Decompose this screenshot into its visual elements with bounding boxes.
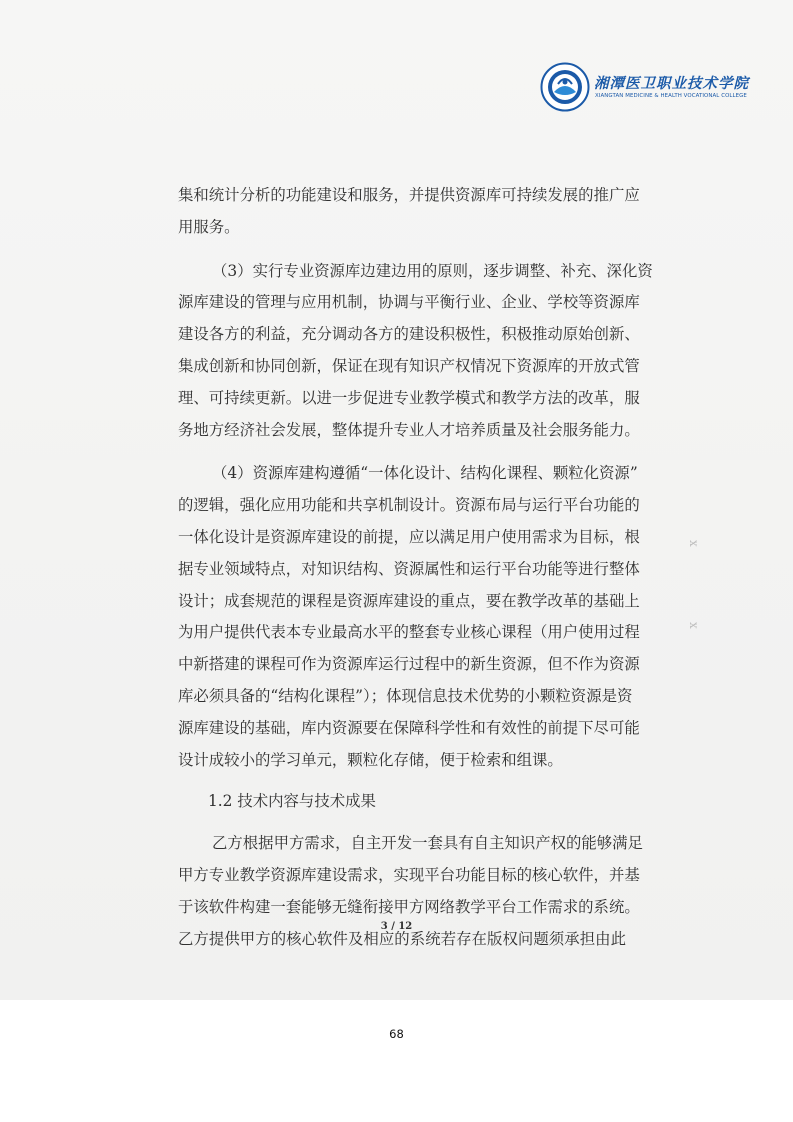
paragraph-gap — [178, 244, 626, 256]
college-logo — [540, 60, 749, 116]
text-line: （3）实行专业资源库边建边用的原则，逐步调整、补充、深化资 — [212, 261, 653, 280]
text-line: 据专业领域特点，对知识结构、资源属性和运行平台功能等进行整体 — [178, 559, 640, 578]
text-line: 建设各方的利益，充分调动各方的建设积极性，积极推动原始创新、 — [178, 325, 640, 344]
paragraph-gap — [178, 446, 626, 458]
college-name-cn: 湘潭医卫职业技术学院 — [594, 75, 749, 92]
college-name-en: XIANGTAN MEDICINE & HEALTH VOCATIONAL COLLEGE — [595, 93, 747, 99]
document-body — [178, 180, 653, 955]
paragraph-gap — [178, 776, 626, 786]
text-line: 务地方经济社会发展，整体提升专业人才培养质量及社会服务能力。 — [178, 420, 640, 439]
scan-edge-mark: x — [687, 622, 701, 629]
text-line: 为用户提供代表本专业最高水平的整套专业核心课程（用户使用过程 — [178, 623, 640, 642]
text-line: 设计成较小的学习单元，颗粒化存储，便于检索和组课。 — [178, 750, 563, 769]
text-line: 设计；成套规范的课程是资源库建设的重点，要在教学改革的基础上 — [178, 591, 640, 610]
text-line: 源库建设的基础，库内资源要在保障科学性和有效性的前提下尽可能 — [178, 718, 640, 737]
text-line: 源库建设的管理与应用机制，协调与平衡行业、企业、学校等资源库 — [178, 293, 640, 312]
text-line: 用服务。 — [178, 217, 240, 236]
text-line: 一体化设计是资源库建设的前提，应以满足用户使用需求为目标，根 — [178, 527, 640, 546]
text-line: 集和统计分析的功能建设和服务，并提供资源库可持续发展的推广应 — [178, 186, 640, 204]
text-line: 乙方提供甲方的核心软件及相应的系统若存在版权问题须承担由此 — [178, 929, 626, 948]
scan-edge-mark: x — [687, 540, 701, 547]
college-seal-icon — [540, 62, 590, 112]
text-line: 集成创新和协同创新，保证在现有知识产权情况下资源库的开放式管 — [178, 356, 640, 375]
text-line: 理、可持续更新。以进一步促进专业教学模式和教学方法的改革，服 — [178, 388, 640, 407]
text-line: （4）资源库建构遵循“一体化设计、结构化课程、颗粒化资源” — [212, 464, 638, 483]
section-heading: 1.2 技术内容与技术成果 — [208, 792, 376, 811]
text-line: 于该软件构建一套能够无缝衔接甲方网络教学平台工作需求的系统。 — [178, 897, 640, 916]
page-number: 68 — [389, 1027, 404, 1041]
text-line: 甲方专业教学资源库建设需求，实现平台功能目标的核心软件，并基 — [178, 865, 640, 884]
text-line: 库必须具备的“结构化课程”）；体现信息技术优势的小颗粒资源是资 — [178, 686, 633, 705]
text-line: 中新搭建的课程可作为资源库运行过程中的新生资源，但不作为资源 — [178, 655, 640, 674]
text-line: 乙方根据甲方需求，自主开发一套具有自主知识产权的能够满足 — [212, 834, 643, 853]
text-line: 的逻辑，强化应用功能和共享机制设计。资源布局与运行平台功能的 — [178, 496, 640, 515]
page-of-footer: 3 / 12 — [380, 921, 413, 932]
paragraph-gap — [178, 818, 626, 828]
